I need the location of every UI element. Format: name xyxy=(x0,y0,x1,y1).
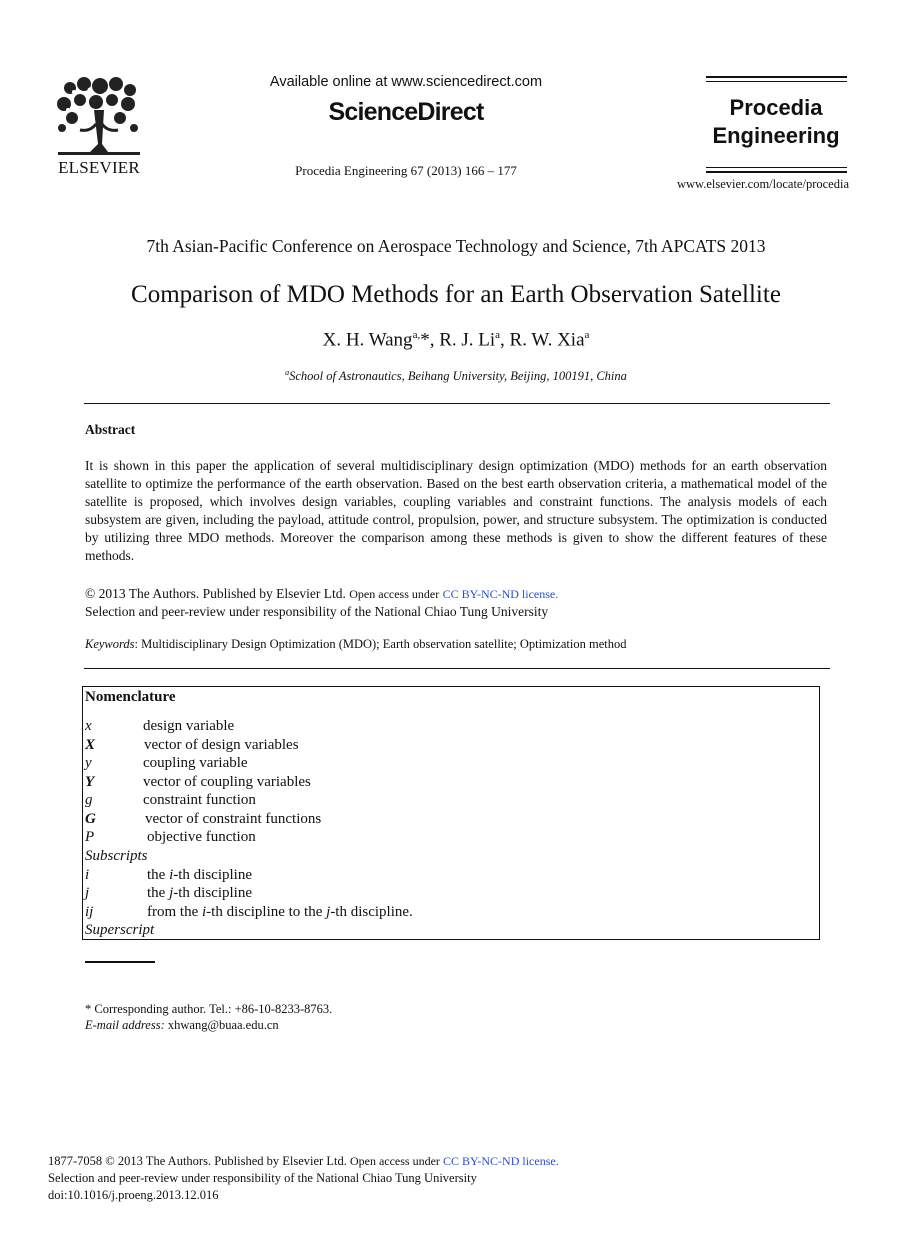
abstract-heading: Abstract xyxy=(85,422,136,437)
author-separator: , xyxy=(429,329,440,351)
available-online-text: Available online at www.sciencedirect.com xyxy=(269,74,543,90)
footer-peer-review: Selection and peer-review under responsibility of the National Chiao Tung University xyxy=(48,1171,477,1185)
affiliation-mark: a xyxy=(285,368,290,377)
nomenclature-symbol: i xyxy=(85,867,90,883)
open-access-text: Open access under xyxy=(349,587,440,601)
nomenclature-definition xyxy=(147,904,413,921)
conference-name: 7th Asian-Pacific Conference on Aerospace Technology and Science, 7th APCATS 2013 xyxy=(146,236,766,256)
copyright-text: © 2013 The Authors. Published by Elsevier Ltd. xyxy=(85,586,346,601)
journal-name xyxy=(700,94,852,150)
definition-variable: i xyxy=(169,867,174,883)
copyright-line xyxy=(85,586,558,602)
nomenclature-definition: vector of design variables xyxy=(144,737,299,753)
email-line xyxy=(85,1018,279,1033)
footnote-rule xyxy=(85,961,155,963)
definition-variable: j xyxy=(169,885,174,901)
nomenclature-definition: constraint function xyxy=(143,792,256,808)
definition-part: -th discipline xyxy=(173,867,252,883)
nomenclature-definition: objective function xyxy=(147,829,256,845)
affiliation xyxy=(0,368,907,384)
sciencedirect-brand: ScienceDirect xyxy=(328,98,484,126)
author-name: X. H. Wang xyxy=(322,329,413,351)
corresponding-author-note: * Corresponding author. Tel.: +86-10-8233-8763. xyxy=(85,1002,333,1016)
affiliation-text: School of Astronautics, Beihang University, Beijing, 100191, China xyxy=(289,369,627,384)
definition-variable: j xyxy=(326,904,331,920)
header-rule xyxy=(706,81,847,82)
keywords xyxy=(85,637,626,652)
subscripts-label: Subscripts xyxy=(85,848,148,864)
nomenclature-definition xyxy=(147,885,252,902)
author-affiliation-mark: a xyxy=(495,329,501,341)
abstract-body: It is shown in this paper the application of several multidisciplinary design optimization (MDO) methods for an earth observation satellite to optimize the performance of the earth observation. Based on the best earth observation criteria, a mathematical model of the satellite is proposed, which involves design variables, coupling variables and constraint functions. The analysis models of each subsystem are given, including the payload, attitude control, propulsion, power, and structure subsystem. The optimization is conducted by utilizing three MDO methods. Moreover the comparison among these methods is given to show the different features of these methods. xyxy=(85,458,827,563)
email-address[interactable]: xhwang@buaa.edu.cn xyxy=(164,1018,279,1032)
nomenclature-symbol: Y xyxy=(85,774,95,790)
author-name: R. J. Li xyxy=(439,329,496,351)
email-label: E-mail address: xyxy=(85,1018,165,1032)
definition-part: -th discipline xyxy=(173,885,252,901)
nomenclature-symbol: x xyxy=(85,718,92,734)
author-list xyxy=(0,329,907,351)
header-rule xyxy=(706,167,847,168)
definition-part: the xyxy=(147,867,170,883)
nomenclature-symbol: j xyxy=(85,885,90,901)
nomenclature-definition: design variable xyxy=(143,718,235,734)
nomenclature-symbol: g xyxy=(85,792,93,808)
author-separator: , xyxy=(500,329,510,351)
nomenclature-symbol: y xyxy=(85,755,92,771)
definition-part: -th discipline to the xyxy=(206,904,327,920)
footer-doi[interactable]: doi:10.1016/j.proeng.2013.12.016 xyxy=(48,1188,219,1202)
peer-review-note: Selection and peer-review under responsibility of the National Chiao Tung University xyxy=(85,604,549,619)
footer-open-access: Open access under xyxy=(349,1154,440,1168)
license-link[interactable]: CC BY-NC-ND license. xyxy=(442,587,559,601)
nomenclature-definition: coupling variable xyxy=(143,755,248,771)
definition-variable: i xyxy=(201,904,207,920)
keywords-label: Keywords xyxy=(85,637,135,651)
nomenclature-definition: vector of constraint functions xyxy=(145,811,322,827)
journal-name-line-2: Engineering xyxy=(712,123,840,148)
section-divider xyxy=(84,668,830,669)
definition-part: the xyxy=(147,885,170,901)
nomenclature-symbol: G xyxy=(85,811,96,827)
footer-license-link[interactable]: CC BY-NC-ND license. xyxy=(443,1154,559,1168)
footer-copyright xyxy=(48,1154,559,1169)
nomenclature-definition: vector of coupling variables xyxy=(143,774,311,790)
nomenclature-symbol: X xyxy=(85,737,96,753)
section-divider xyxy=(84,403,830,404)
footer-issn: 1877-7058 © 2013 The Authors. Published by Elsevier Ltd. xyxy=(48,1154,347,1168)
nomenclature-symbol: ij xyxy=(85,904,94,920)
nomenclature-symbol: P xyxy=(85,829,95,845)
superscript-label: Superscript xyxy=(85,922,155,938)
keywords-text: : Multidisciplinary Design Optimization (MDO); Earth observation satellite; Optimization method xyxy=(134,637,627,651)
elsevier-wordmark: ELSEVIER xyxy=(58,158,140,177)
author-affiliation-mark: a xyxy=(584,329,590,341)
journal-reference: Procedia Engineering 67 (2013) 166 – 177 xyxy=(295,163,517,178)
definition-part: -th discipline. xyxy=(330,904,413,920)
nomenclature-definition xyxy=(147,867,252,884)
header-rule xyxy=(706,171,847,173)
journal-name-line-1: Procedia xyxy=(729,95,823,120)
author-affiliation-mark: a, xyxy=(412,329,421,341)
nomenclature-heading: Nomenclature xyxy=(85,689,176,705)
journal-url-link[interactable]: www.elsevier.com/locate/procedia xyxy=(676,177,849,191)
paper-title: Comparison of MDO Methods for an Earth Observation Satellite xyxy=(131,281,781,308)
author-name: R. W. Xia xyxy=(509,329,585,351)
corresponding-mark: * xyxy=(420,329,430,351)
definition-part: from the xyxy=(147,904,202,920)
header-rule xyxy=(706,76,847,78)
